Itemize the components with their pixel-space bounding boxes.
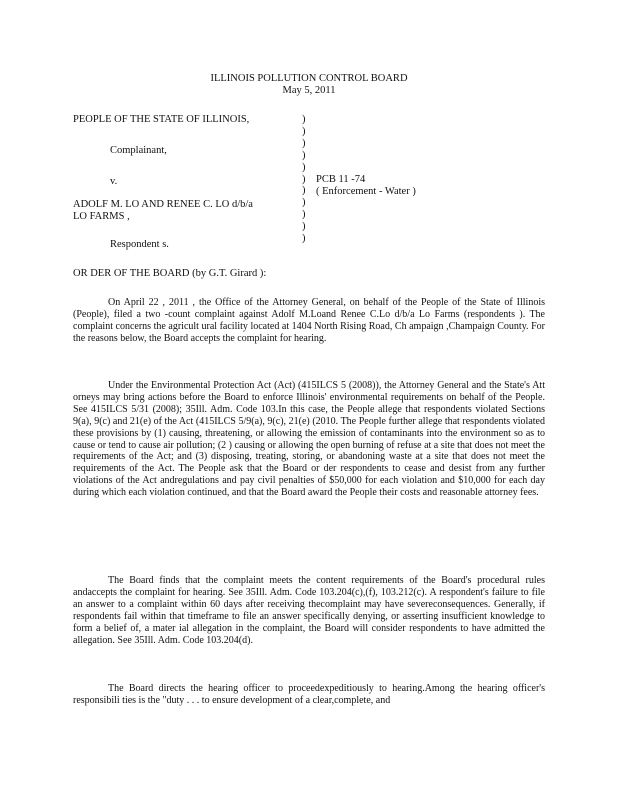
paren-mark: ) (302, 173, 306, 185)
paragraph-hearing (73, 683, 545, 707)
defendant-name-line2: LO FARMS , (73, 211, 130, 222)
paragraph-text: On April 22 , 2011 , the Office of the Attorney General, on behalf of the People of the State of Illinois (People), filed a two -count complaint against Adolf M.Loand Renee C.Lo d/b/a Lo Farms (respondents ). The complaint concerns the agricult ural facility located at 1404 North Rising Road, Ch ampaign ,Champaign County. For the reasons below, the Board accepts the complaint for hearing. (73, 297, 545, 344)
order-heading: OR DER OF THE BOARD (by G.T. Girard ): (73, 268, 267, 279)
paren-mark: ) (302, 233, 306, 245)
paren-mark: ) (302, 137, 306, 149)
paragraph-text: Under the Environmental Protection Act (Act) (415ILCS 5 (2008)), the Attorney General and the State's Att orneys may bring actions before the Board to enforce Illinois' environmental requirements on behalf of the People. See 415ILCS 5/31 (2008); 35Ill. Adm. Code 103.In this case, the People allege that respondents violated Sections 9(a), 9(c) and 21(e) of the Act (415ILCS 5/9(a), 9(c), 21(e) (2010. The People further allege that respondents violated these provisions by (1) causing, threatening, or allowing the emission of contaminants into the environment so as to cause or tend to cause air pollution; (2 ) causing or allowing the open burning of refuse at a site that does not meet the requirements of the Act; and (3) disposing, treating, storing, or abandoning waste at a site that does not meet the requirements of the Act. The People ask that the Board or der respondents to cease and desist from any further violations of the Act andregulations and pay civil penalties of $50,000 for each violation and $10,000 for each day during which each violation continued, and that the Board award the People their costs and reasonable attorney fees. (73, 380, 545, 499)
paren-mark: ) (302, 221, 306, 233)
order-date: May 5, 2011 (282, 85, 336, 96)
paragraph-acceptance (73, 575, 545, 646)
paren-mark: ) (302, 161, 306, 173)
agency-heading: ILLINOIS POLLUTION CONTROL BOARD (210, 73, 408, 84)
case-number: PCB 11 -74 (316, 174, 366, 185)
complainant-label: Complainant, (110, 145, 167, 156)
paren-mark: ) (302, 185, 306, 197)
paren-mark: ) (302, 197, 306, 209)
paragraph-text: The Board directs the hearing officer to proceedexpeditiously to hearing.Among the hearing officer's responsibili ties is the "duty . . . to ensure development of a clear,complete, and (73, 683, 545, 706)
paragraph-intro (73, 297, 545, 345)
paren-mark: ) (302, 209, 306, 221)
paren-mark: ) (302, 125, 306, 137)
caption-parentheses (302, 114, 312, 245)
paragraph-background (73, 380, 545, 499)
plaintiff-name: PEOPLE OF THE STATE OF ILLINOIS, (73, 114, 250, 125)
paragraph-text: The Board finds that the complaint meets the content requirements of the Board's procedural rules andaccepts the complaint for hearing. See 35Ill. Adm. Code 103.204(c),(f), 103.212(c). A respondent's failure to file an answer to a complaint within 60 days after receiving thecomplaint may have severeconsequences. Generally, if respondents fail within that timeframe to file an answer specifically denying, or asserting insufficient knowledge to form a belief of, a mater ial allegation in the complaint, the Board will consider respondents to have admitted the allegation. See 35Ill. Adm. Code 103.204(d). (73, 575, 545, 646)
respondents-label: Respondent s. (110, 239, 169, 250)
case-type: ( Enforcement - Water ) (316, 186, 416, 197)
paren-mark: ) (302, 149, 306, 161)
paren-mark: ) (302, 114, 306, 125)
defendant-name-line1: ADOLF M. LO AND RENEE C. LO d/b/a (73, 199, 253, 210)
versus-label: v. (110, 176, 118, 187)
